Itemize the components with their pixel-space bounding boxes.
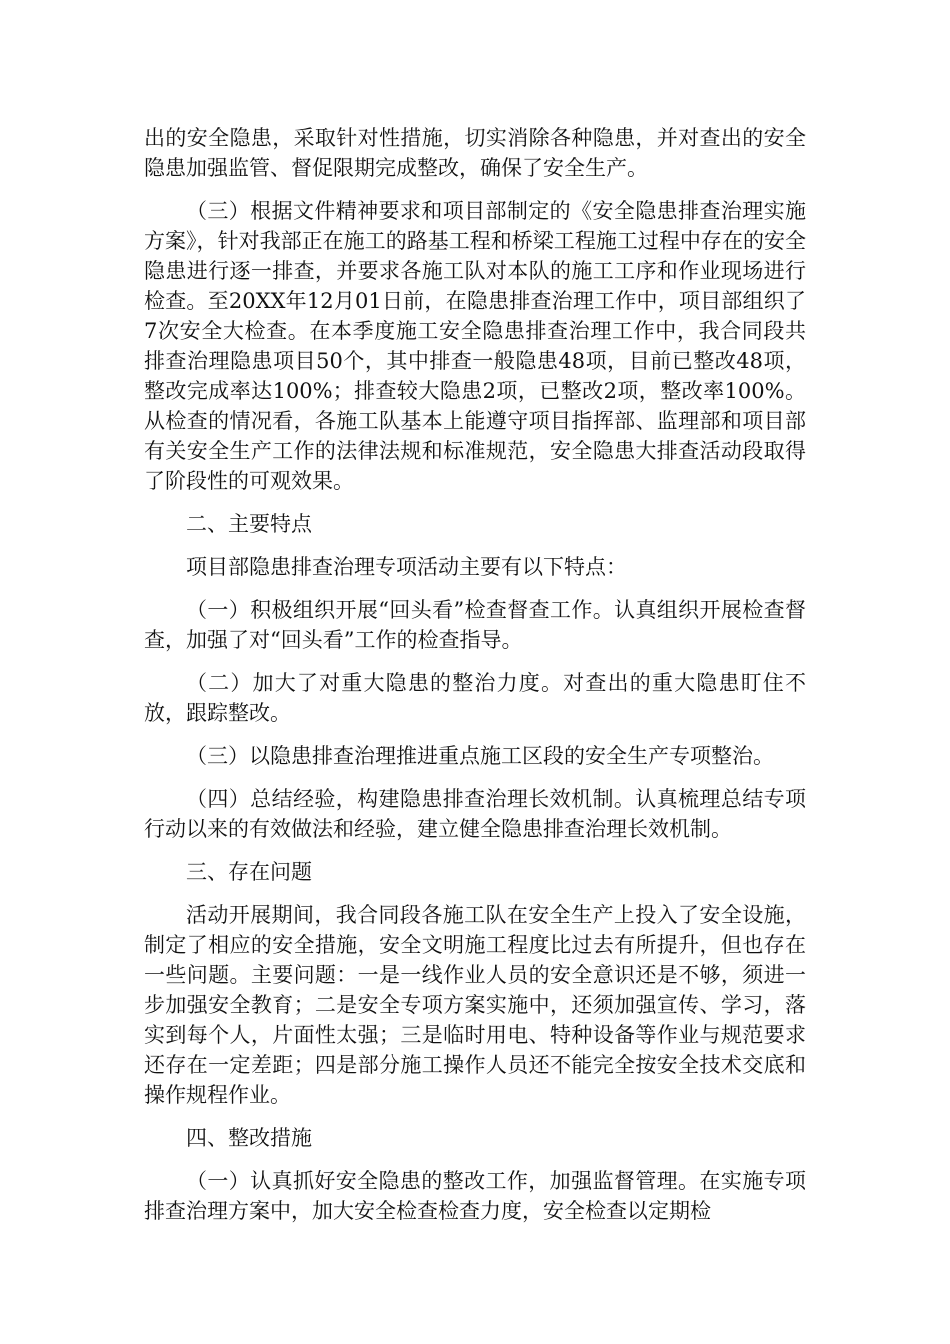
- paragraph-inspection-summary: （三）根据文件精神要求和项目部制定的《安全隐患排查治理实施方案》，针对我部正在施工的路基工程和桥梁工程施工过程中存在的安全隐患进行逐一排查，并要求各施工队对本队的施工工序和作业现场进行检查。至20XX年12月01日前，在隐患排查治理工作中，项目部组织了7次安全大检查。在本季度施工安全隐患排查治理工作中，我合同段共排查治理隐患项目50个，其中排查一般隐患48项，目前已整改48项，整改完成率达100%；排查较大隐患2项，已整改2项，整改率100%。从检查的情况看，各施工队基本上能遵守项目指挥部、监理部和项目部有关安全生产工作的法律法规和标准规范，安全隐患大排查活动段取得了阶段性的可观效果。: [144, 199, 806, 493]
- paragraph-feature-2: （二）加大了对重大隐患的整治力度。对查出的重大隐患盯住不放，跟踪整改。: [144, 671, 806, 725]
- paragraph-features-intro: 项目部隐患排查治理专项活动主要有以下特点：: [186, 555, 627, 579]
- document-body: [144, 123, 806, 1239]
- paragraph-feature-3: （三）以隐患排查治理推进重点施工区段的安全生产专项整治。: [186, 744, 774, 768]
- paragraph-feature-1: （一）积极组织开展“回头看”检查督查工作。认真组织开展检查督查，加强了对“回头看”工作的检查指导。: [144, 598, 806, 652]
- paragraph-feature-4: （四）总结经验，构建隐患排查治理长效机制。认真梳理总结专项行动以来的有效做法和经验，建立健全隐患排查治理长效机制。: [144, 787, 806, 841]
- paragraph-measure-1: （一）认真抓好安全隐患的整改工作，加强监督管理。在实施专项排查治理方案中，加大安全检查检查力度，安全检查以定期检: [144, 1169, 806, 1223]
- section-heading-rectification-measures: 四、整改措施: [186, 1126, 312, 1150]
- section-heading-existing-problems: 三、存在问题: [186, 860, 312, 884]
- section-heading-main-features: 二、主要特点: [186, 512, 312, 536]
- paragraph-problems: 活动开展期间，我合同段各施工队在安全生产上投入了安全设施，制定了相应的安全措施，安全文明施工程度比过去有所提升，但也存在一些问题。主要问题：一是一线作业人员的安全意识还是不够，须进一步加强安全教育；二是安全专项方案实施中，还须加强宣传、学习，落实到每个人，片面性太强；三是临时用电、特种设备等作业与规范要求还存在一定差距；四是部分施工操作人员还不能完全按安全技术交底和操作规程作业。: [144, 903, 806, 1107]
- continuation-paragraph: 出的安全隐患，采取针对性措施，切实消除各种隐患，并对查出的安全隐患加强监管、督促限期完成整改，确保了安全生产。: [144, 126, 806, 180]
